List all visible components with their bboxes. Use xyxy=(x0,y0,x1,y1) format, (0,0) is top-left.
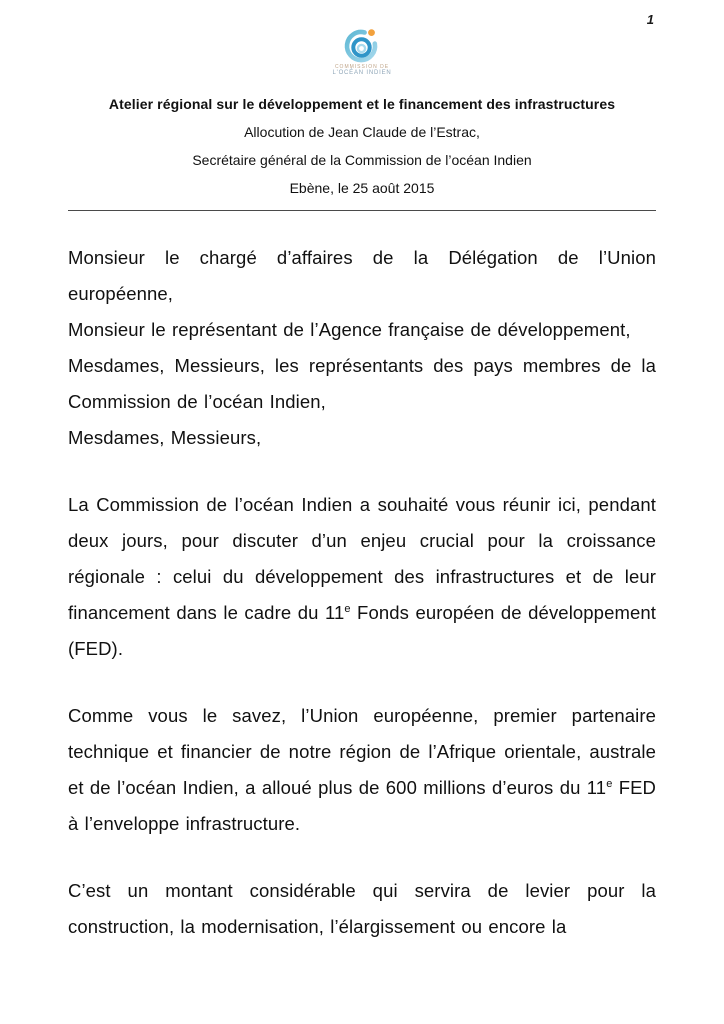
paragraph-text: FED à l’enveloppe infrastructure. xyxy=(68,777,656,834)
logo-orange-dot xyxy=(368,29,375,36)
paragraph-text: Fonds européen de développement (FED). xyxy=(68,602,656,659)
speech-author-line: Allocution de Jean Claude de l’Estrac, xyxy=(244,124,480,140)
body-paragraph xyxy=(68,240,656,312)
speech-author-role-line: Secrétaire général de la Commission de l’océan Indien xyxy=(192,152,532,168)
body-text xyxy=(68,240,656,945)
body-paragraph xyxy=(68,420,656,456)
coi-logo-icon xyxy=(340,24,384,64)
superscript-ordinal: e xyxy=(344,603,351,615)
speech-date-line: Ebène, le 25 août 2015 xyxy=(289,180,435,196)
logo-inner-ring xyxy=(358,45,365,52)
paragraph-text: Mesdames, Messieurs, les représentants des pays membres de la Commission de l’océan Indien, xyxy=(68,355,656,412)
paragraph-text: Monsieur le représentant de l’Agence française de développement, xyxy=(68,319,631,340)
paragraph-text: C’est un montant considérable qui servira de levier pour la construction, la modernisation, l’élargissement ou encore la xyxy=(68,880,656,937)
paragraph-text: Monsieur le chargé d’affaires de la Délégation de l’Union européenne, xyxy=(68,247,656,304)
coi-logo xyxy=(0,24,724,78)
paragraph-text: Comme vous le savez, l’Union européenne, premier partenaire technique et financier de notre région de l’Afrique orientale, australe et de l’océan Indien, a alloué plus de 600 millions d’euros du 11 xyxy=(68,705,656,798)
body-paragraph xyxy=(68,698,656,842)
header-divider xyxy=(68,210,656,211)
body-paragraph xyxy=(68,487,656,667)
logo-caption-line2: L'OCÉAN INDIEN xyxy=(332,70,392,77)
logo-caption-line1: COMMISSION DE xyxy=(334,64,390,70)
superscript-ordinal: e xyxy=(606,778,613,790)
speech-title: Atelier régional sur le développement et le financement des infrastructures xyxy=(108,96,616,112)
logo-caption xyxy=(332,64,391,78)
paragraph-text: La Commission de l’océan Indien a souhaité vous réunir ici, pendant deux jours, pour discuter d’un enjeu crucial pour la croissance régionale : celui du développement des infrastructures et de leur financement dans le cadre du 11 xyxy=(68,494,656,623)
body-paragraph xyxy=(68,348,656,420)
page-number: 1 xyxy=(646,12,654,27)
paragraph-text: Mesdames, Messieurs, xyxy=(68,427,262,448)
document-header xyxy=(68,96,656,211)
body-paragraph xyxy=(68,873,656,945)
body-paragraph xyxy=(68,312,656,348)
